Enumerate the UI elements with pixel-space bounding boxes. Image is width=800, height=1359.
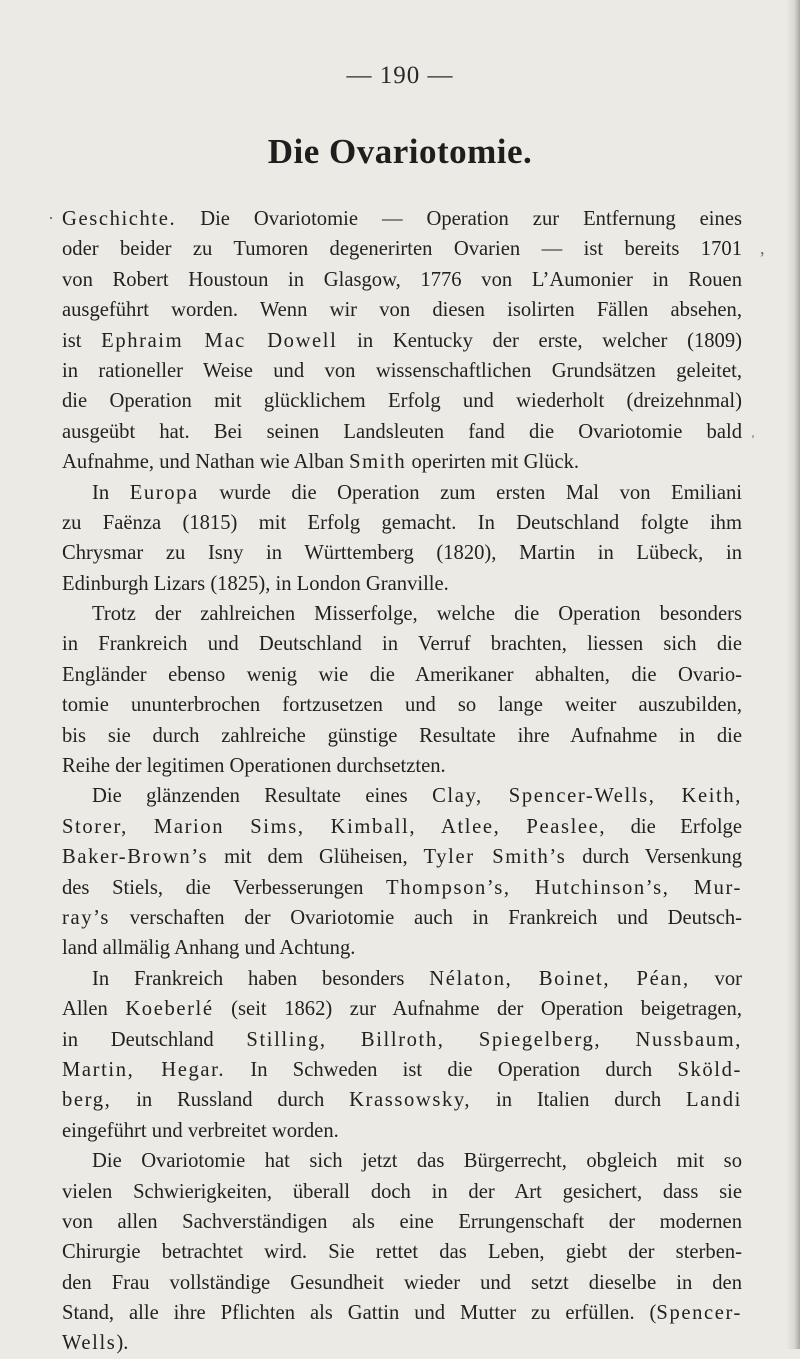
- text-line: [62, 356, 742, 386]
- margin-mark: ·: [48, 208, 54, 228]
- text-run: Die Ovariotomie hat sich jetzt das Bürgerrecht, obgleich mit so: [92, 1150, 742, 1173]
- text-run: ist: [62, 329, 102, 352]
- text-run: Allen: [62, 998, 126, 1021]
- text-run: den Frau vollständige Gesundheit wieder und setzt dieselbe in den: [62, 1271, 742, 1294]
- text-run: ausgeführt worden. Wenn wir von diesen isolirten Fällen absehen,: [62, 299, 742, 322]
- text-line: [62, 1085, 742, 1115]
- text-run: des Stiels, die Verbesserungen: [62, 876, 387, 899]
- text-line: [62, 478, 742, 508]
- text-run: In Schweden ist die Operation durch: [225, 1058, 678, 1081]
- text-line: [62, 204, 742, 234]
- spaced-name: Spencer-: [656, 1302, 742, 1325]
- text-run: in Italien durch: [471, 1089, 686, 1112]
- text-run: die Operation mit glücklichem Erfolg und wiederholt (dreizehnmal): [62, 390, 742, 413]
- text-line: [62, 721, 742, 751]
- spaced-name: Tyler Smith’s: [423, 846, 567, 869]
- text-line: [62, 508, 742, 538]
- text-line: [62, 1298, 742, 1328]
- text-line: [62, 812, 742, 842]
- text-run: Chirurgie betrachtet wird. Sie rettet das Leben, giebt der sterben-: [62, 1241, 742, 1264]
- spaced-name: Martin, Hegar.: [62, 1058, 226, 1081]
- text-run: mit dem Glüheisen,: [208, 846, 424, 869]
- spaced-name: Landi: [685, 1089, 742, 1112]
- text-line: [62, 1237, 742, 1267]
- spaced-name: Smith: [349, 451, 407, 474]
- text-line: [62, 265, 742, 295]
- page-number: — 190 —: [346, 62, 454, 89]
- text-line: [62, 1146, 742, 1176]
- text-line: [62, 417, 742, 447]
- text-line: [62, 1055, 742, 1085]
- text-run: Aufnahme, und Nathan wie Alban: [62, 451, 350, 474]
- text-run: vor: [689, 967, 743, 990]
- text-run: Engländer ebenso wenig wie die Amerikaner abhalten, die Ovario-: [62, 663, 742, 686]
- text-line: [62, 234, 742, 264]
- text-line: [62, 326, 742, 356]
- text-run: zu Faënza (1815) mit Erfolg gemacht. In Deutschland folgte ihm: [62, 511, 742, 534]
- spaced-name: Europa: [129, 481, 199, 504]
- text-run: wurde die Operation zum ersten Mal von Emiliani: [198, 481, 742, 504]
- text-run: ).: [116, 1332, 129, 1355]
- text-run: Edinburgh Lizars (1825), in London Granville.: [62, 572, 449, 595]
- text-run: in Kentucky der erste, welcher (1809): [337, 329, 742, 352]
- text-run: tomie ununterbrochen fortzusetzen und so lange weiter auszubilden,: [62, 694, 742, 717]
- body-text: [62, 204, 742, 1359]
- text-run: Die glänzenden Resultate eines: [92, 785, 433, 808]
- text-run: Reihe der legitimen Operationen durchsetzten.: [62, 755, 446, 778]
- spaced-name: Wells: [62, 1332, 117, 1355]
- margin-mark: ˌ: [750, 418, 756, 438]
- text-run: von allen Sachverständigen als eine Errungenschaft der modernen: [62, 1210, 742, 1233]
- text-run: eingeführt und verbreitet worden.: [62, 1119, 339, 1142]
- spaced-name: Baker-Brown’s: [62, 846, 209, 869]
- text-line: [62, 994, 742, 1024]
- spaced-name: ray’s: [62, 906, 111, 929]
- text-run: In Frankreich haben besonders: [92, 967, 430, 990]
- text-run: Trotz der zahlreichen Misserfolge, welche die Operation besonders: [92, 603, 742, 626]
- spaced-name: Sköld-: [677, 1058, 742, 1081]
- text-line: [62, 1268, 742, 1298]
- text-line: [62, 1116, 742, 1146]
- text-run: ausgeübt hat. Bei seinen Landsleuten fand die Ovariotomie bald: [62, 420, 742, 443]
- text-line: [62, 660, 742, 690]
- text-run: Chrysmar zu Isny in Württemberg (1820), Martin in Lübeck, in: [62, 542, 742, 565]
- text-run: land allmälig Anhang und Achtung.: [62, 937, 356, 960]
- page-edge-shadow: [786, 0, 800, 1349]
- text-line: [62, 781, 742, 811]
- spaced-name: Ephraim Mac Dowell: [101, 329, 338, 352]
- text-run: oder beider zu Tumoren degenerirten Ovarien — ist bereits 1701: [62, 238, 742, 261]
- text-line: [62, 447, 742, 477]
- text-run: bis sie durch zahlreiche günstige Resultate ihre Aufnahme in die: [62, 724, 742, 747]
- spaced-name: Krassowsky,: [349, 1089, 472, 1112]
- text-line: [62, 964, 742, 994]
- text-run: von Robert Houstoun in Glasgow, 1776 von L’Aumonier in Rouen: [62, 268, 742, 291]
- text-line: [62, 873, 742, 903]
- text-line: [62, 295, 742, 325]
- text-line: [62, 599, 742, 629]
- spaced-name: berg,: [62, 1089, 112, 1112]
- text-line: [62, 751, 742, 781]
- text-line: [62, 903, 742, 933]
- text-line: [62, 629, 742, 659]
- text-run: Die Ovariotomie — Operation zur Entfernung eines: [176, 208, 742, 230]
- text-line: [62, 538, 742, 568]
- text-run: durch Versenkung: [566, 846, 742, 869]
- text-run: In: [92, 481, 130, 504]
- text-line: [62, 1025, 742, 1055]
- text-run: (seit 1862) zur Aufnahme der Operation beigetragen,: [213, 998, 742, 1021]
- text-line: [62, 933, 742, 963]
- text-run: in Frankreich und Deutschland in Verruf brachten, liessen sich die: [62, 633, 742, 656]
- text-run: in Deutschland: [62, 1028, 247, 1051]
- text-run: in rationeller Weise und von wissenschaftlichen Grundsätzen geleitet,: [62, 359, 742, 382]
- spaced-name: Koeberlé: [125, 998, 214, 1021]
- spaced-name: Stilling, Billroth, Spiegelberg, Nussbaum,: [246, 1028, 742, 1051]
- text-run: verschaften der Ovariotomie auch in Frankreich und Deutsch-: [110, 906, 742, 929]
- spaced-name: Geschichte.: [62, 208, 177, 230]
- text-line: [62, 386, 742, 416]
- text-line: [62, 690, 742, 720]
- text-line: [62, 1177, 742, 1207]
- text-line: [62, 842, 742, 872]
- text-run: operirten mit Glück.: [406, 451, 580, 474]
- text-run: die Erfolge: [606, 815, 742, 838]
- spaced-name: Clay, Spencer-Wells, Keith,: [432, 785, 742, 808]
- text-run: Stand, alle ihre Pflichten als Gattin und Mutter zu erfüllen. (: [62, 1302, 657, 1325]
- text-line: [62, 1328, 742, 1358]
- text-run: in Russland durch: [111, 1089, 350, 1112]
- spaced-name: Storer, Marion Sims, Kimball, Atlee, Peaslee,: [62, 815, 607, 838]
- chapter-title: Die Ovariotomie.: [267, 132, 533, 171]
- text-line: [62, 1207, 742, 1237]
- text-run: vielen Schwierigkeiten, überall doch in der Art gesichert, dass sie: [62, 1180, 742, 1203]
- margin-mark: ,: [760, 238, 765, 258]
- spaced-name: Thompson’s, Hutchinson’s, Mur-: [386, 876, 743, 899]
- spaced-name: Nélaton, Boinet, Péan,: [429, 967, 690, 990]
- text-line: [62, 569, 742, 599]
